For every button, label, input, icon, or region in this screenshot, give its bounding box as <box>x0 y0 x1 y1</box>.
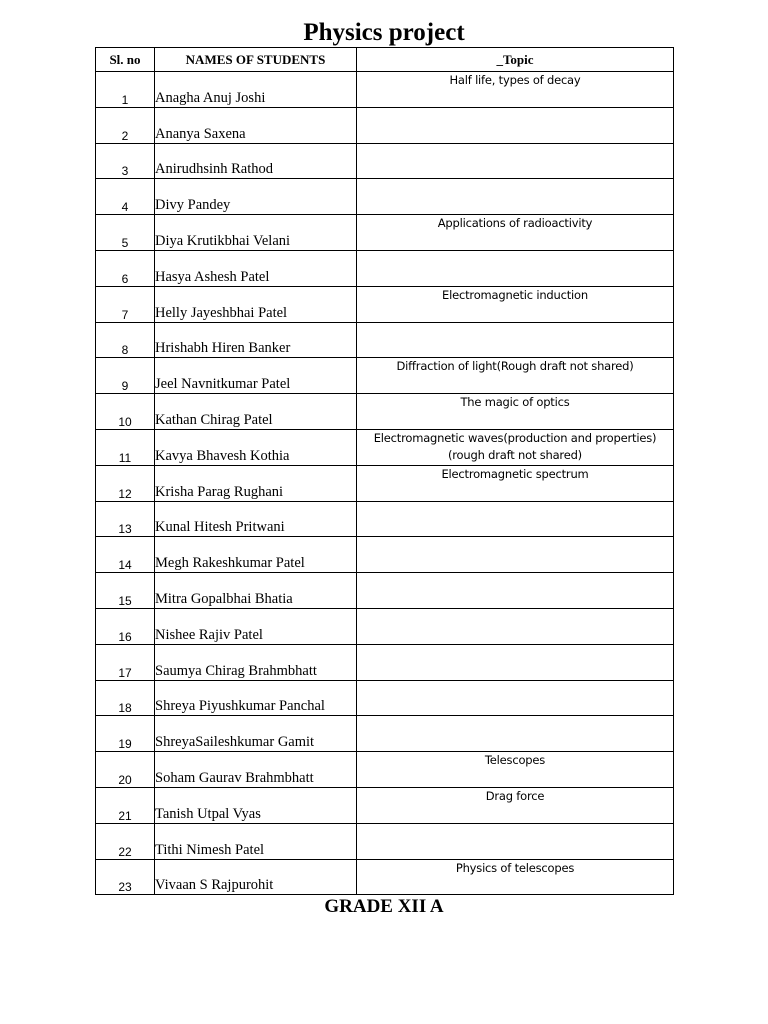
sl-no-cell: 12 <box>96 465 155 501</box>
topic-cell: Drag force <box>357 787 674 823</box>
student-name-cell: Soham Gaurav Brahmbhatt <box>155 752 357 788</box>
table-row <box>96 358 674 394</box>
topic-cell <box>357 179 674 215</box>
table-row <box>96 250 674 286</box>
table-row <box>96 322 674 358</box>
student-name-cell: Krisha Parag Rughani <box>155 465 357 501</box>
topic-cell: Half life, types of decay <box>357 72 674 108</box>
table-row <box>96 179 674 215</box>
table-row <box>96 608 674 644</box>
student-name-cell: Anagha Anuj Joshi <box>155 72 357 108</box>
student-name-cell: Nishee Rajiv Patel <box>155 608 357 644</box>
table-header-row <box>96 48 674 72</box>
topic-cell: The magic of optics <box>357 394 674 430</box>
table-row <box>96 429 674 465</box>
sl-no-cell: 9 <box>96 358 155 394</box>
topic-cell <box>357 823 674 859</box>
sl-no-cell: 8 <box>96 322 155 358</box>
topic-cell: Physics of telescopes <box>357 859 674 895</box>
sl-no-cell: 5 <box>96 215 155 251</box>
sl-no-cell: 2 <box>96 107 155 143</box>
topic-cell: Diffraction of light(Rough draft not shared) <box>357 358 674 394</box>
table-row <box>96 716 674 752</box>
sl-no-cell: 18 <box>96 680 155 716</box>
table-row <box>96 752 674 788</box>
sl-no-cell: 23 <box>96 859 155 895</box>
student-name-cell: Hasya Ashesh Patel <box>155 250 357 286</box>
sl-no-cell: 4 <box>96 179 155 215</box>
student-name-cell: Anirudhsinh Rathod <box>155 143 357 179</box>
sl-no-cell: 1 <box>96 72 155 108</box>
student-name-cell: Diya Krutikbhai Velani <box>155 215 357 251</box>
header-names: NAMES OF STUDENTS <box>155 48 357 72</box>
table-row <box>96 644 674 680</box>
topic-cell <box>357 322 674 358</box>
sl-no-cell: 11 <box>96 429 155 465</box>
student-name-cell: Kathan Chirag Patel <box>155 394 357 430</box>
topic-cell <box>357 644 674 680</box>
table-row <box>96 465 674 501</box>
table-row <box>96 573 674 609</box>
student-name-cell: Saumya Chirag Brahmbhatt <box>155 644 357 680</box>
topic-cell <box>357 608 674 644</box>
sl-no-cell: 21 <box>96 787 155 823</box>
student-name-cell: Kavya Bhavesh Kothia <box>155 429 357 465</box>
table-row <box>96 537 674 573</box>
sl-no-cell: 10 <box>96 394 155 430</box>
topic-cell: Telescopes <box>357 752 674 788</box>
student-name-cell: Hrishabh Hiren Banker <box>155 322 357 358</box>
sl-no-cell: 22 <box>96 823 155 859</box>
grade-label: GRADE XII A <box>324 896 444 917</box>
topic-cell: Applications of radioactivity <box>357 215 674 251</box>
sl-no-cell: 20 <box>96 752 155 788</box>
table-row <box>96 859 674 895</box>
topic-cell: Electromagnetic waves(production and properties)(rough draft not shared) <box>357 429 674 465</box>
topic-cell <box>357 537 674 573</box>
table-row <box>96 215 674 251</box>
table-row <box>96 72 674 108</box>
student-name-cell: Tithi Nimesh Patel <box>155 823 357 859</box>
sl-no-cell: 15 <box>96 573 155 609</box>
header-sl-no: Sl. no <box>96 48 155 72</box>
student-name-cell: ShreyaSaileshkumar Gamit <box>155 716 357 752</box>
student-topic-table <box>95 47 674 895</box>
student-name-cell: Mitra Gopalbhai Bhatia <box>155 573 357 609</box>
topic-cell <box>357 501 674 537</box>
sl-no-cell: 7 <box>96 286 155 322</box>
topic-cell <box>357 250 674 286</box>
sl-no-cell: 6 <box>96 250 155 286</box>
student-name-cell: Megh Rakeshkumar Patel <box>155 537 357 573</box>
student-name-cell: Jeel Navnitkumar Patel <box>155 358 357 394</box>
table-row <box>96 501 674 537</box>
sl-no-cell: 13 <box>96 501 155 537</box>
page-title: Physics project <box>303 19 465 46</box>
sl-no-cell: 17 <box>96 644 155 680</box>
topic-cell <box>357 680 674 716</box>
student-name-cell: Helly Jayeshbhai Patel <box>155 286 357 322</box>
sl-no-cell: 14 <box>96 537 155 573</box>
table-body <box>96 72 674 895</box>
table-row <box>96 787 674 823</box>
table-row <box>96 680 674 716</box>
student-name-cell: Kunal Hitesh Pritwani <box>155 501 357 537</box>
topic-cell <box>357 716 674 752</box>
sl-no-cell: 3 <box>96 143 155 179</box>
topic-cell: Electromagnetic induction <box>357 286 674 322</box>
sl-no-cell: 19 <box>96 716 155 752</box>
table-row <box>96 823 674 859</box>
table-row <box>96 107 674 143</box>
topic-cell <box>357 143 674 179</box>
table-row <box>96 143 674 179</box>
topic-cell <box>357 573 674 609</box>
table-row <box>96 394 674 430</box>
header-topic: _Topic <box>357 48 674 72</box>
table-row <box>96 286 674 322</box>
student-name-cell: Divy Pandey <box>155 179 357 215</box>
student-name-cell: Tanish Utpal Vyas <box>155 787 357 823</box>
student-name-cell: Shreya Piyushkumar Panchal <box>155 680 357 716</box>
student-name-cell: Ananya Saxena <box>155 107 357 143</box>
topic-cell <box>357 107 674 143</box>
sl-no-cell: 16 <box>96 608 155 644</box>
student-name-cell: Vivaan S Rajpurohit <box>155 859 357 895</box>
topic-cell: Electromagnetic spectrum <box>357 465 674 501</box>
